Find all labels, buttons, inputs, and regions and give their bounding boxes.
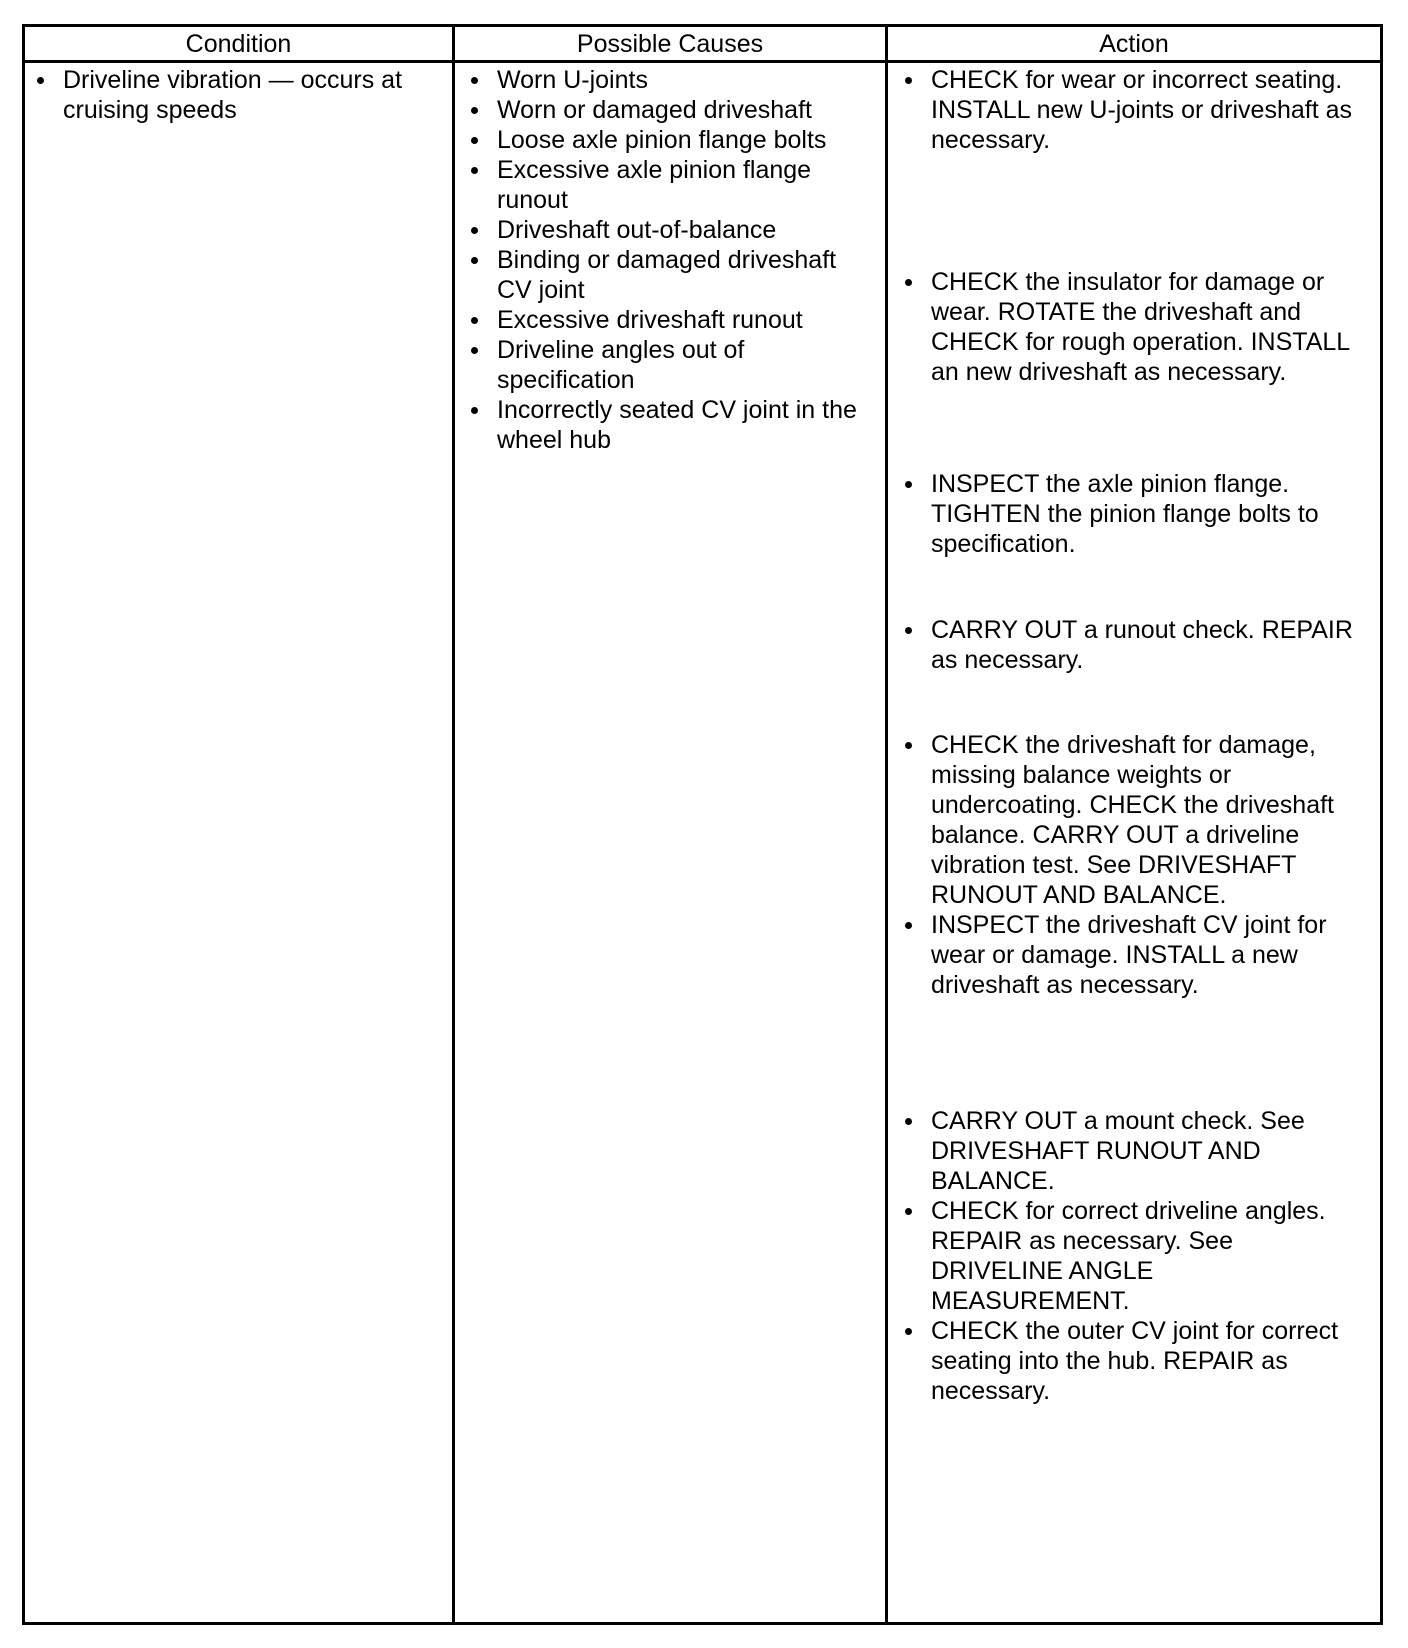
action-item: CARRY OUT a runout check. REPAIR as necessary. [895,615,1353,675]
action-item: INSPECT the axle pinion flange. TIGHTEN the pinion flange bolts to specification. [895,469,1353,559]
column-divider [452,27,455,1622]
action-item: CARRY OUT a mount check. See DRIVESHAFT RUNOUT AND BALANCE. [895,1106,1353,1196]
condition-cell [27,65,432,125]
action-item: CHECK the outer CV joint for correct seating into the hub. REPAIR as necessary. [895,1316,1353,1406]
cause-item: Excessive driveshaft runout [461,305,871,335]
column-divider [885,27,888,1622]
cause-item: Excessive axle pinion flange runout [461,155,871,215]
cause-item: Worn or damaged driveshaft [461,95,871,125]
cause-item: Driveline angles out of specification [461,335,871,395]
action-group [895,1106,1353,1406]
action-group [895,615,1353,675]
header-action: Action [1099,30,1169,58]
cause-item: Driveshaft out-of-balance [461,215,871,245]
header-condition: Condition [185,30,292,58]
action-group [895,730,1353,1000]
condition-list [27,65,432,125]
action-item: CHECK the insulator for damage or wear. ROTATE the driveshaft and CHECK for rough operation. INSTALL an new driveshaft as necessary. [895,267,1353,387]
causes-cell [461,65,871,455]
action-group [895,469,1353,559]
condition-item: Driveline vibration — occurs at cruising speeds [27,65,432,125]
cause-item: Binding or damaged driveshaft CV joint [461,245,871,305]
cause-item: Incorrectly seated CV joint in the wheel hub [461,395,871,455]
cause-item: Loose axle pinion flange bolts [461,125,871,155]
action-group [895,65,1353,155]
header-possible-causes: Possible Causes [576,30,764,58]
cause-item: Worn U-joints [461,65,871,95]
action-item: CHECK the driveshaft for damage, missing balance weights or undercoating. CHECK the driveshaft balance. CARRY OUT a driveline vibration test. See DRIVESHAFT RUNOUT AND BALANCE. [895,730,1353,910]
action-item: CHECK for wear or incorrect seating. INSTALL new U-joints or driveshaft as necessary. [895,65,1353,155]
action-item: INSPECT the driveshaft CV joint for wear or damage. INSTALL a new driveshaft as necessary. [895,910,1353,1000]
action-group [895,267,1353,387]
action-item: CHECK for correct driveline angles. REPAIR as necessary. See DRIVELINE ANGLE MEASUREMENT. [895,1196,1353,1316]
causes-list [461,65,871,455]
troubleshooting-table [22,24,1383,1625]
action-cell [895,27,1353,1622]
